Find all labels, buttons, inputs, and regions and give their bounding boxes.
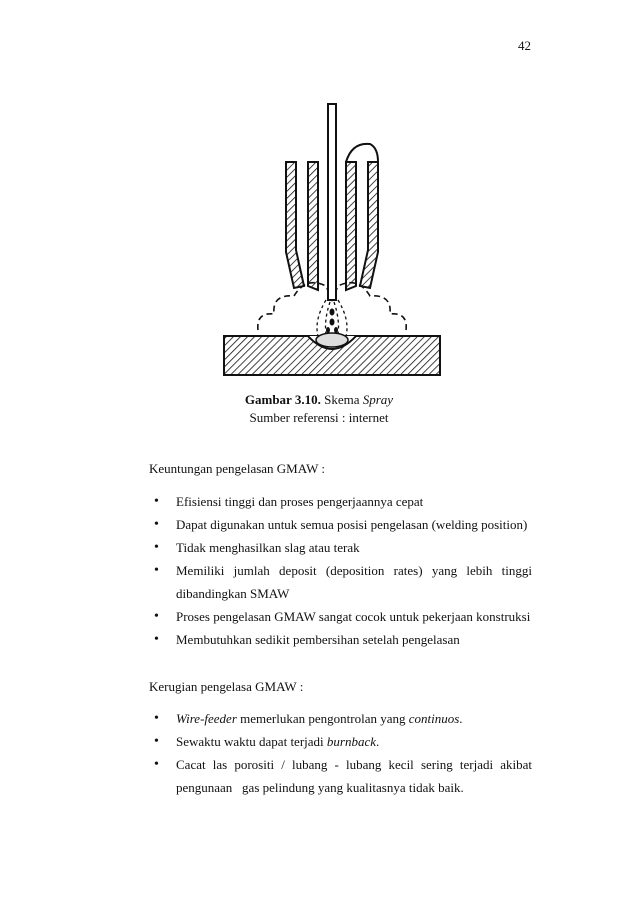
text-span: .: [459, 711, 463, 726]
text-span: Sewaktu waktu dapat terjadi: [176, 734, 327, 749]
list-item: [152, 707, 532, 730]
advantages-heading: Keuntungan pengelasan GMAW :: [149, 461, 325, 476]
contact-tube: [308, 162, 318, 290]
text-span: memerlukan pengontrolan yang: [236, 711, 409, 726]
page-number: 42: [518, 38, 531, 53]
term-wire-feeder: Wire-feeder: [176, 711, 237, 726]
list-item: • Tidak menghasilkan slag atau terak: [152, 536, 532, 559]
list-item-line: • Memiliki jumlah deposit (deposition rates) yang lebih tinggi: [176, 563, 532, 578]
list-item: • Proses pengelasan GMAW sangat cocok untuk pekerjaan konstruksi: [152, 605, 532, 628]
arc-cone: [317, 300, 347, 336]
disadvantages-list: [152, 707, 532, 799]
term-continuos: continuos: [408, 711, 460, 726]
electrode-wire: [328, 104, 336, 300]
text-span: .: [376, 734, 380, 749]
term-burnback: burnback: [326, 734, 377, 749]
figure-label: Gambar 3.10.: [244, 392, 321, 407]
list-item: • Dapat digunakan untuk semua posisi pengelasan (welding position): [152, 513, 532, 536]
figure-title: Skema: [324, 392, 360, 407]
list-item-line: pengunaan gas pelindung yang kualitasnya tidak baik.: [176, 780, 464, 795]
list-item: • Membutuhkan sedikit pembersihan setelah pengelasan: [152, 628, 532, 651]
gas-nozzle: [286, 162, 304, 288]
advantages-list: [152, 490, 532, 651]
list-item: [152, 753, 532, 799]
list-item-line: dibandingkan SMAW: [176, 586, 290, 601]
disadvantages-heading: Kerugian pengelasa GMAW :: [149, 679, 304, 694]
list-item-line: • Cacat las porositi / lubang - lubang kecil sering terjadi akibat: [176, 757, 532, 772]
spray-transfer-diagram: [222, 100, 447, 385]
list-item: [152, 559, 532, 605]
weld-pool: [316, 333, 348, 347]
list-item: [152, 730, 532, 753]
list-item: • Efisiensi tinggi dan proses pengerjaannya cepat: [152, 490, 532, 513]
figure-title-italic: Spray: [362, 392, 394, 407]
figure-source: Sumber referensi : internet: [249, 410, 389, 425]
figure-caption: [0, 391, 638, 427]
